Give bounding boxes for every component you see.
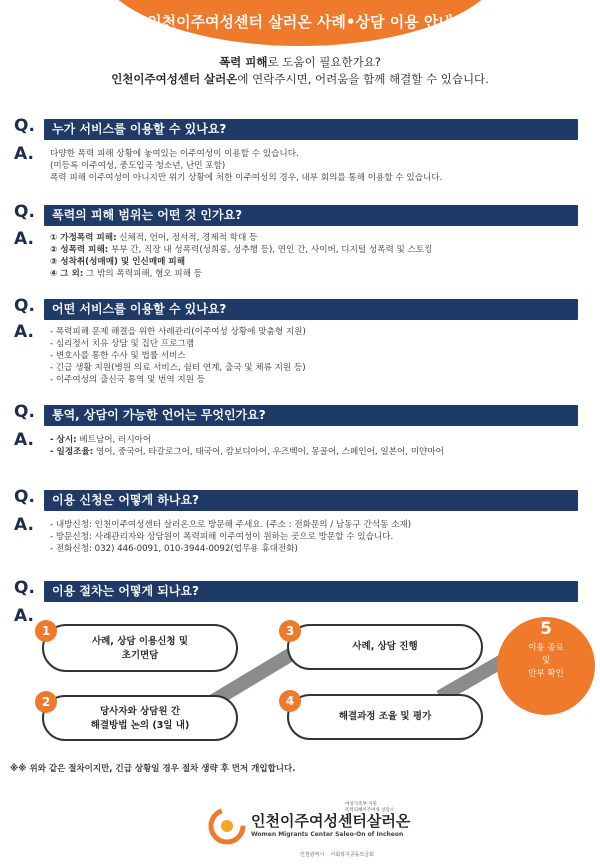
q-mark: Q. <box>14 296 35 316</box>
answer-line <box>50 434 580 446</box>
answer-block <box>50 519 580 555</box>
question-bar: 이용 절차는 어떻게 되나요? <box>44 581 578 602</box>
a-mark: A. <box>14 515 34 535</box>
page-title: 인천이주여성센터 살러온 사례•상담 이용 안내 <box>147 13 453 31</box>
item-label: - 일정조율: <box>50 447 94 457</box>
answer-line <box>50 446 580 458</box>
answer-block <box>50 232 580 280</box>
intro-line2-rest: 에 연락주시면, 어려움을 함께 해결할 수 있습니다. <box>237 72 489 86</box>
step-text: 해결방법 논의 (3일 내) <box>90 720 190 731</box>
question-bar: 이용 신청은 어떻게 하나요? <box>44 490 578 511</box>
answer-block <box>50 434 580 458</box>
footer-sponsors <box>300 851 374 858</box>
logo-small-text: 여성가족부 지원 폭력피해이주여성 상담소 <box>345 802 395 813</box>
a-mark: A. <box>14 144 34 164</box>
sponsor-1: 인천광역시 <box>300 852 325 858</box>
answer-line: - 방문신청: 사례관리자와 상담원이 폭력피해 이주여성이 원하는 곳으로 방문할 수 있습니다. <box>50 532 394 542</box>
answer-line <box>50 256 580 268</box>
answer-line: - 심리정서 치유 상담 및 집단 프로그램 <box>50 339 195 349</box>
q-mark: Q. <box>14 578 35 598</box>
answer-line: - 내방신청: 인천이주여성센터 살러온으로 방문해 주세요. (주소 : 전화문의 / 남동구 간석동 소재) <box>50 520 412 530</box>
procedure-step-4 <box>287 694 483 740</box>
procedure-step-3 <box>287 624 483 670</box>
step-text: 당사자와 상담원 간 <box>99 706 181 717</box>
answer-line: - 변호사를 통한 수사 및 법률 서비스 <box>50 351 186 361</box>
step-number: 3 <box>279 620 301 642</box>
answer-line: - 폭력피해 문제 해결을 위한 사례관리(이주여성 상황에 맞춤형 지원) <box>50 327 306 337</box>
step-text: 사례, 상담 이용신청 및 <box>91 636 189 647</box>
intro-line2-bold: 인천이주여성센터 살러온 <box>111 72 238 86</box>
a-mark: A. <box>14 606 34 626</box>
a-mark: A. <box>14 322 34 342</box>
answer-block <box>50 148 580 184</box>
q-mark: Q. <box>14 202 35 222</box>
logo-english: Women Migrants Center Saleo-On of Incheon <box>251 831 404 838</box>
logo-name: 인천이주여성센터살러온 <box>251 812 411 830</box>
intro-text <box>0 54 600 88</box>
answer-line <box>50 232 580 244</box>
question-bar: 어떤 서비스를 이용할 수 있나요? <box>44 299 578 320</box>
item-label: ④ 그 외: <box>50 269 84 279</box>
answer-line: 폭력 피해 이주여성이 아니지만 위기 상황에 처한 이주여성의 경우, 내부 회의를 통해 이용할 수 있습니다. <box>50 173 443 183</box>
q-mark: Q. <box>14 116 35 136</box>
step-text: 해결과정 조율 및 평가 <box>338 711 432 722</box>
item-text: 신체적, 언어, 정서적, 경제적 학대 등 <box>116 233 258 243</box>
answer-line: - 이주여성의 출신국 통역 및 번역 지원 등 <box>50 375 206 385</box>
step-text: 안부 확인 <box>528 669 564 679</box>
item-text: 그 밖의 폭력피해, 혐오 피해 등 <box>83 269 203 279</box>
question-bar: 누가 서비스를 이용할 수 있나요? <box>44 119 578 140</box>
procedure-step-1 <box>42 624 238 672</box>
header-banner <box>0 0 600 48</box>
procedure-step-5 <box>497 617 595 715</box>
step-text: 초기면담 <box>121 650 159 661</box>
answer-line: 다양한 폭력 피해 상황에 놓여있는 이주여성이 이용할 수 있습니다. <box>50 149 299 159</box>
item-label: ① 가정폭력 피해: <box>50 233 117 243</box>
answer-line: - 긴급 생활 지원(병원 의료 서비스, 쉼터 연계, 출국 및 체류 지원 등) <box>50 363 306 373</box>
logo-mark-icon <box>205 804 249 848</box>
a-mark: A. <box>14 430 34 450</box>
a-mark: A. <box>14 229 34 249</box>
step-number: 4 <box>279 690 301 712</box>
item-label: - 상시: <box>50 435 77 445</box>
item-label: ③ 성착취(성매매) 및 인신매매 피해 <box>50 257 186 267</box>
step-number: 5 <box>540 619 552 639</box>
answer-line: - 전화신청: 032) 446-0091, 010-3944-0092(업무용 휴대전화) <box>50 544 298 554</box>
answer-line <box>50 268 580 280</box>
step-number: 1 <box>35 620 57 642</box>
q-mark: Q. <box>14 487 35 507</box>
sponsor-2: 사회복지공동모금회 <box>330 852 374 858</box>
q-mark: Q. <box>14 402 35 422</box>
procedure-step-2 <box>42 695 238 741</box>
intro-line1-rest: 로 도움이 필요한가요? <box>267 55 381 69</box>
step-text: 및 <box>541 656 551 666</box>
question-bar: 폭력의 피해 범위는 어떤 것 인가요? <box>44 205 578 226</box>
question-bar: 통역, 상담이 가능한 언어는 무엇인가요? <box>44 405 578 426</box>
intro-line1-bold: 폭력 피해 <box>219 55 268 69</box>
step-text: 사례, 상담 진행 <box>352 641 418 652</box>
item-text: 베트남어, 러시아어 <box>76 435 152 445</box>
answer-line: (미등록 이주여성, 중도입국 청소년, 난민 포함) <box>50 161 226 171</box>
item-text: 영어, 중국어, 타갈로그어, 태국어, 캄보디아어, 우즈벡어, 몽골어, 스페인어, 일본어, 미얀마어 <box>93 447 444 457</box>
step-text: 이용 종료 <box>528 643 564 653</box>
answer-block <box>50 326 580 386</box>
answer-line <box>50 244 580 256</box>
item-label: ② 성폭력 피해: <box>50 245 109 255</box>
item-text: 부부 간, 직장 내 성폭력(성희롱, 성추행 등), 연인 간, 사이버, 디지털 성폭력 및 스토킹 <box>108 245 433 255</box>
step-number: 2 <box>35 691 57 713</box>
footnote: ※※ 위와 같은 절차이지만, 긴급 상황일 경우 절차 생략 후 먼저 개입합니다. <box>10 764 296 774</box>
